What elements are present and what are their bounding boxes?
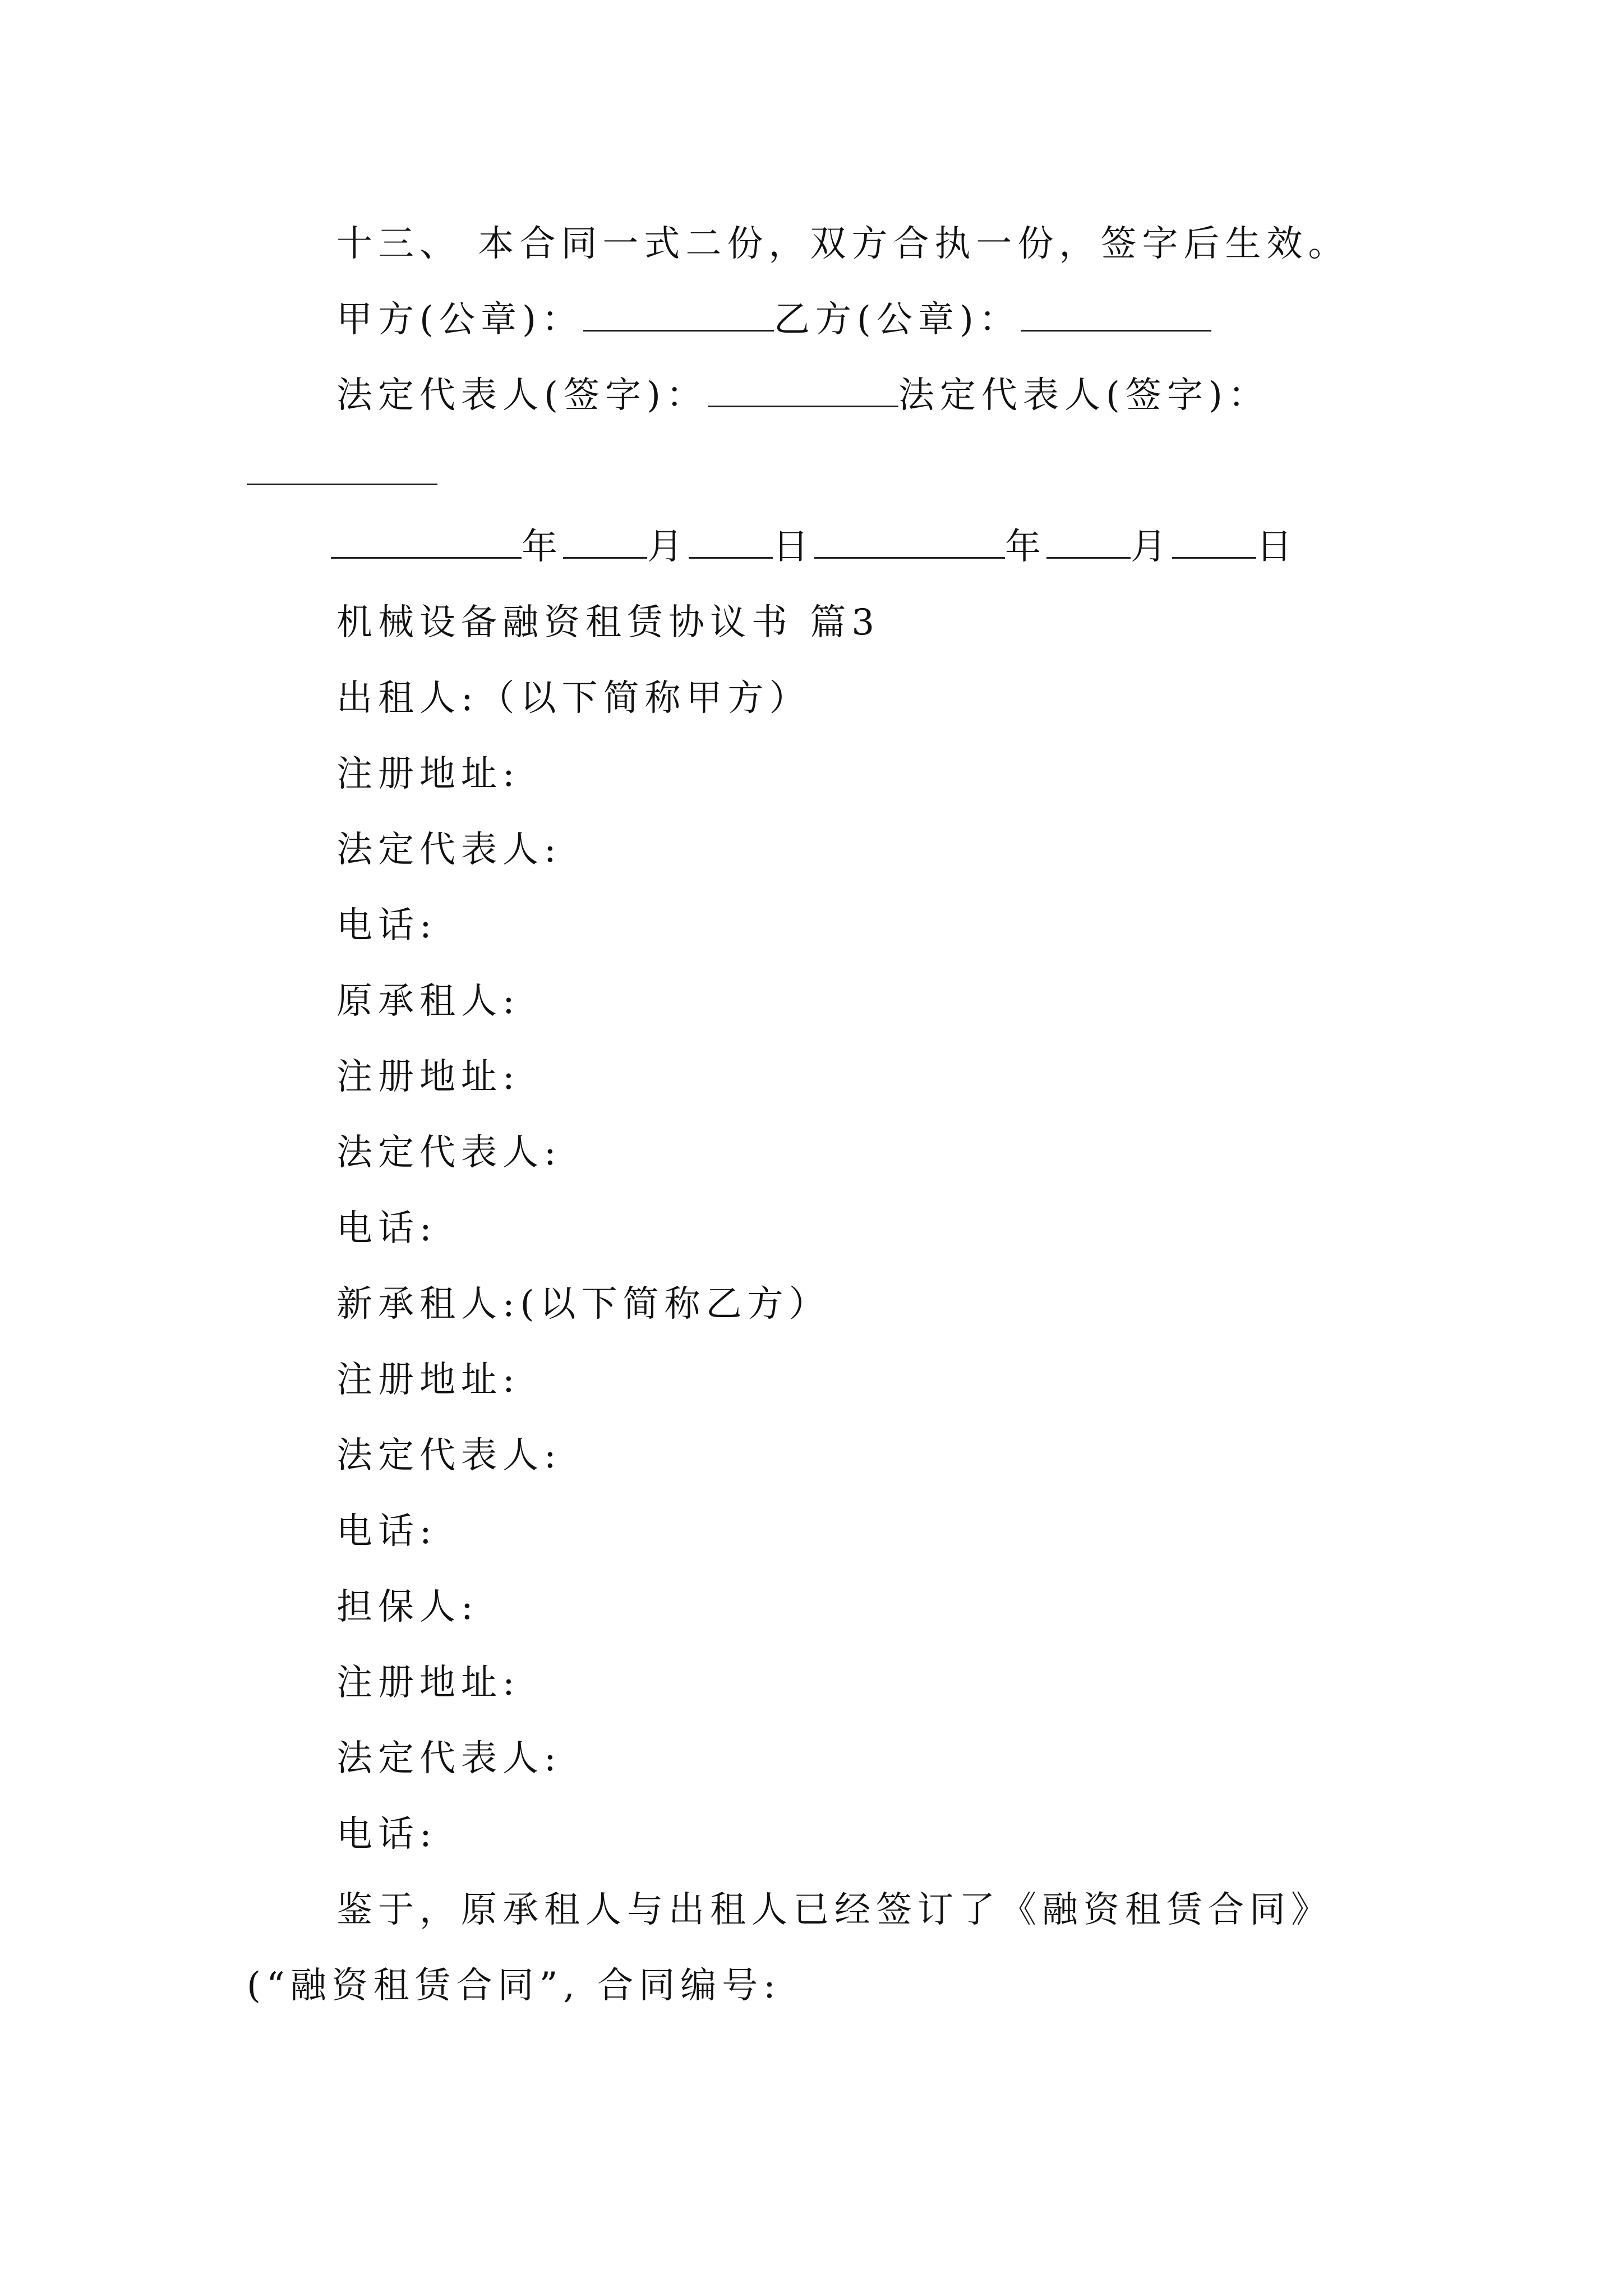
party-a-year-blank xyxy=(331,526,522,559)
date-line xyxy=(331,524,1298,569)
party-a-rep-sign-blank xyxy=(708,374,898,407)
party-b-seal-blank xyxy=(1021,298,1211,332)
clause-13 xyxy=(336,222,1349,266)
guarantor-address: 注册地址: xyxy=(336,1662,520,1704)
party-b-year-blank xyxy=(814,526,1005,559)
party-b-month-blank xyxy=(1046,526,1131,559)
day-label-b: 日 xyxy=(1256,526,1298,568)
guarantor-rep: 法定代表人: xyxy=(336,1738,562,1779)
party-a-seal-label: 甲方(公章)： xyxy=(336,299,583,341)
year-label-a: 年 xyxy=(522,526,563,568)
party-a-month-blank xyxy=(563,526,647,559)
original-lessee-line: 原承租人: xyxy=(336,981,520,1022)
party-b-day-blank xyxy=(1172,526,1256,559)
recital-line-2: (“融资租赁合同”, 合同编号: xyxy=(247,1965,781,2007)
section-title: 机械设备融资租赁协议书 篇3 xyxy=(336,602,880,643)
party-b-seal-label: 乙方(公章)： xyxy=(773,299,1021,341)
year-label-b: 年 xyxy=(1005,526,1046,568)
new-lessee-rep: 法定代表人: xyxy=(336,1435,562,1476)
party-a-day-blank xyxy=(689,526,773,559)
clause-13-text: 十三、 本合同一式二份，双方合执一份，签字后生效。 xyxy=(336,223,1350,265)
signature-line xyxy=(336,373,1270,418)
new-lessee-phone: 电话: xyxy=(336,1511,437,1552)
original-lessee-phone: 电话: xyxy=(336,1208,437,1249)
day-label-a: 日 xyxy=(773,526,814,568)
new-lessee-line: 新承租人:(以下简称乙方） xyxy=(336,1283,831,1325)
party-b-rep-sign-blank xyxy=(247,484,437,485)
guarantor-phone: 电话: xyxy=(336,1814,437,1855)
new-lessee-address: 注册地址: xyxy=(336,1359,520,1401)
lessor-phone: 电话: xyxy=(336,905,437,946)
recital-line-1: 鉴于，原承租人与出租人已经签订了《融资租赁合同》 xyxy=(336,1889,1332,1931)
guarantor-line: 担保人: xyxy=(336,1586,479,1628)
party-b-rep-sign-label: 法定代表人(签字)： xyxy=(898,375,1270,416)
original-lessee-rep: 法定代表人: xyxy=(336,1132,562,1174)
lessor-rep: 法定代表人: xyxy=(336,829,562,871)
lessor-address: 注册地址: xyxy=(336,753,520,795)
seal-line xyxy=(336,297,1211,342)
party-a-seal-blank xyxy=(583,298,774,332)
party-a-rep-sign-label: 法定代表人(签字)： xyxy=(336,375,708,416)
lessor-line: 出租人:（以下简称甲方） xyxy=(336,678,811,719)
month-label-b: 月 xyxy=(1131,526,1172,568)
original-lessee-address: 注册地址: xyxy=(336,1056,520,1098)
month-label-a: 月 xyxy=(647,526,689,568)
